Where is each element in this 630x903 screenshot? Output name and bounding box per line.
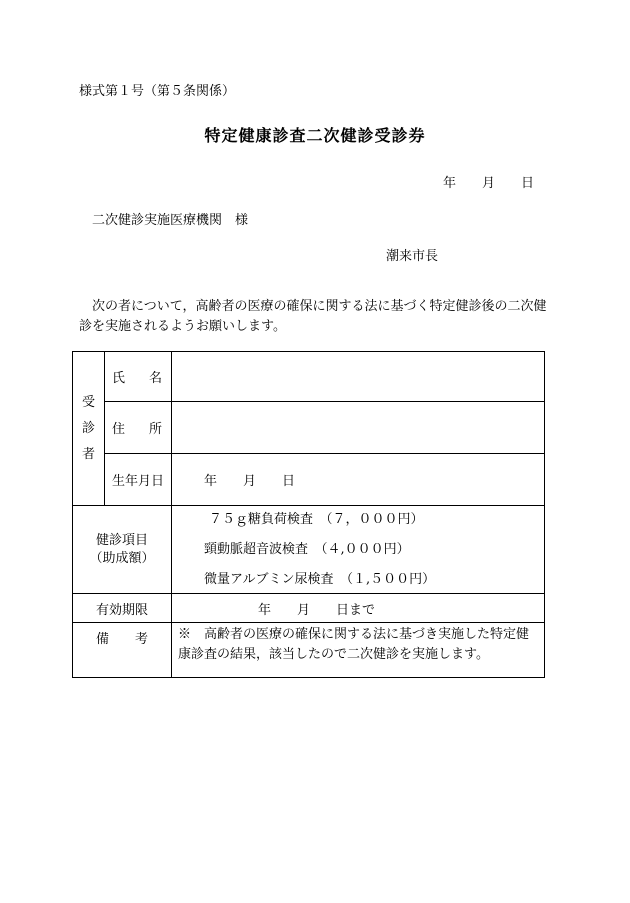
note-label: 備 考 xyxy=(73,623,172,678)
valid-label: 有効期限 xyxy=(73,594,172,623)
issuer: 潮来市長 xyxy=(386,249,439,264)
voucher-table xyxy=(72,351,545,678)
document-title: 特定健康診査二次健診受診券 xyxy=(204,126,426,145)
item-glucose-tolerance: ７５ｇ糖負荷検査 （７，０００円） xyxy=(209,511,424,527)
name-field[interactable] xyxy=(172,352,545,402)
items-label: 健診項目 （助成額） xyxy=(73,506,172,594)
issue-date: 年 月 日 xyxy=(443,176,535,191)
name-label: 氏 名 xyxy=(105,352,172,402)
recipient-group-label: 受 診 者 xyxy=(73,352,105,506)
note-text: ※ 高齢者の医療の確保に関する法に基づき実施した特定健康診査の結果，該当したので二次健診を実施します。 xyxy=(172,623,545,678)
dob-field[interactable]: 年 月 日 xyxy=(172,454,545,506)
items-list xyxy=(172,506,545,594)
body-text: 次の者について，高齢者の医療の確保に関する法に基づく特定健診後の二次健診を実施されるようお願いします。 xyxy=(79,299,547,334)
item-microalbumin: 微量アルブミン尿検査 （１,５００円） xyxy=(204,571,436,587)
addressee: 二次健診実施医療機関 様 xyxy=(92,213,249,228)
valid-until-field[interactable]: 年 月 日まで xyxy=(172,594,545,623)
address-label: 住 所 xyxy=(105,402,172,454)
form-number: 様式第１号（第５条関係） xyxy=(79,84,236,99)
dob-label: 生年月日 xyxy=(105,454,172,506)
address-field[interactable] xyxy=(172,402,545,454)
item-carotid-ultrasound: 頸動脈超音波検査 （４,０００円） xyxy=(204,541,410,557)
